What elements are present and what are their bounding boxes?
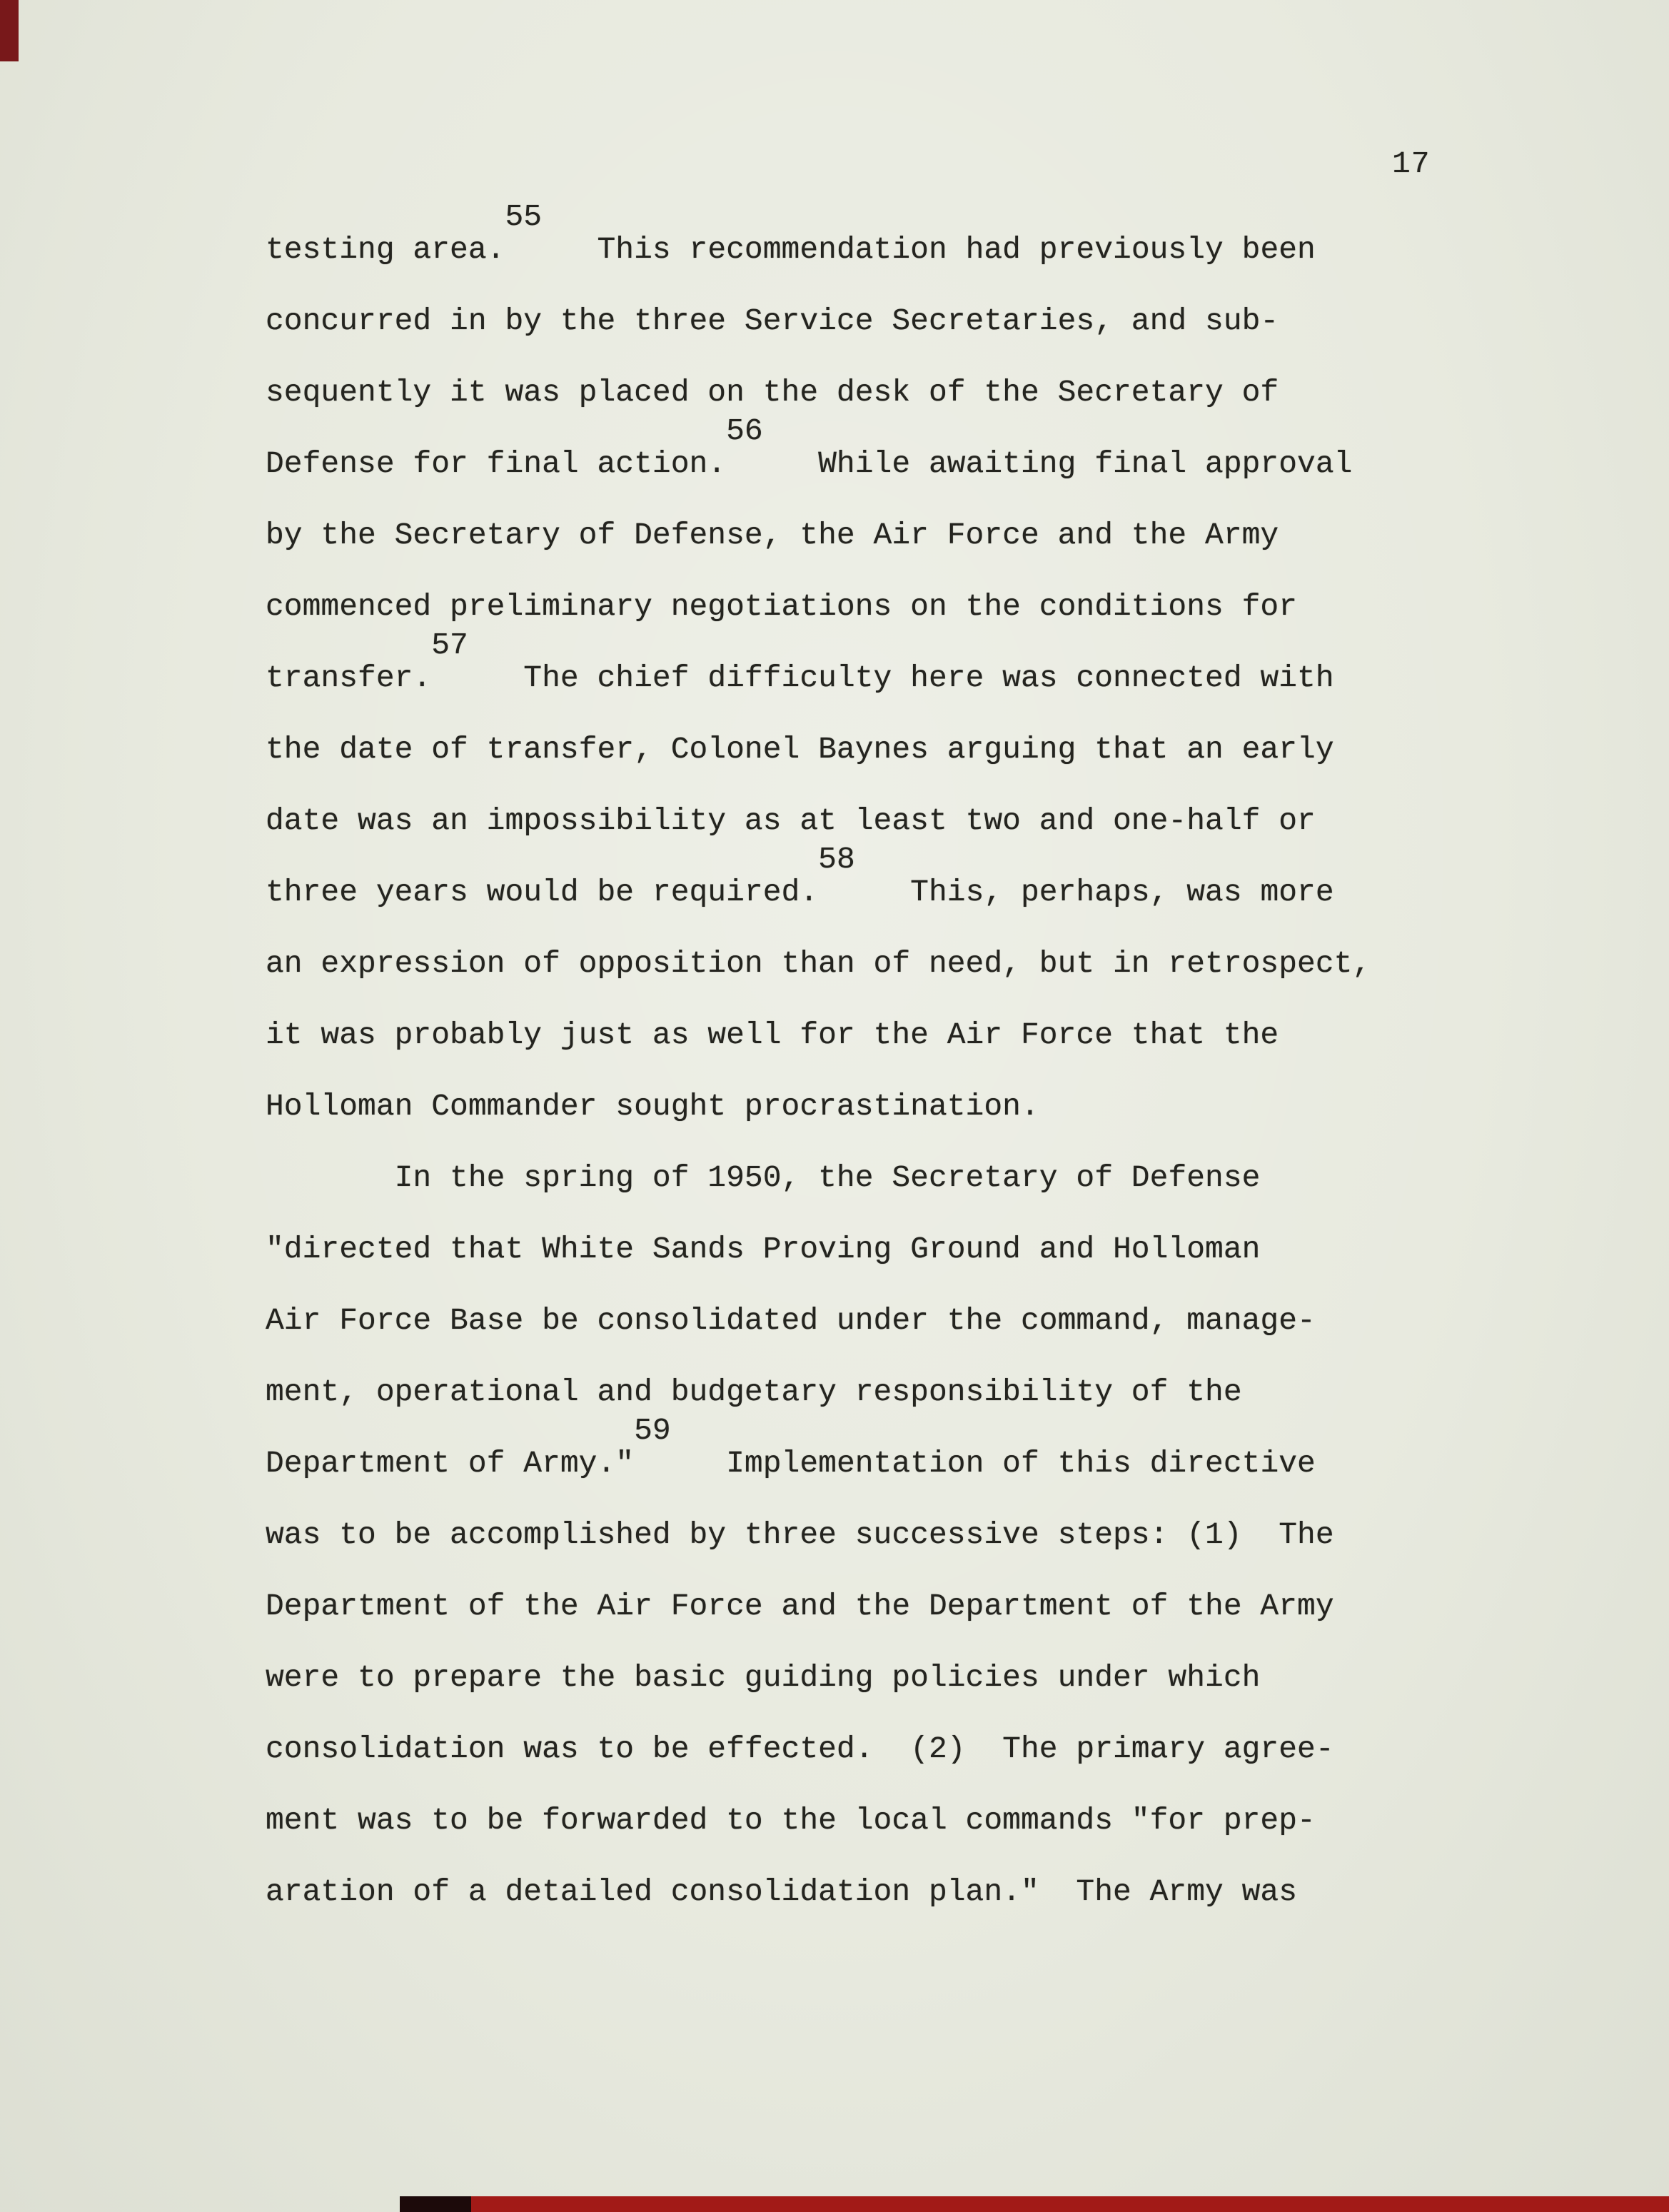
footnote-ref: 56 (726, 413, 763, 448)
footnote-ref: 57 (431, 628, 468, 663)
text-segment: were to prepare the basic guiding policies under which (266, 1660, 1261, 1695)
text-segment: Defense for final action. (266, 446, 727, 481)
text-line (266, 1357, 1371, 1428)
text-segment: This recommendation had previously been (542, 232, 1316, 267)
text-line (266, 199, 1371, 286)
text-line (266, 1413, 1371, 1499)
text-block (266, 199, 1371, 1928)
text-segment: Implementation of this directive (670, 1446, 1316, 1481)
text-line (266, 1071, 1371, 1142)
text-line (266, 628, 1371, 714)
text-line (266, 1785, 1371, 1856)
text-line (266, 1571, 1371, 1642)
scan-artifact-bottom-red (471, 2196, 1669, 2212)
text-segment: concurred in by the three Service Secretaries, and sub- (266, 303, 1279, 338)
scan-artifact-bottom-dark (400, 2196, 471, 2212)
text-segment: an expression of opposition than of need, but in retrospect, (266, 946, 1371, 981)
text-line (266, 842, 1371, 928)
text-segment: "directed that White Sands Proving Ground and Holloman (266, 1232, 1261, 1267)
text-segment: sequently it was placed on the desk of the Secretary of (266, 375, 1279, 410)
text-segment: Holloman Commander sought procrastination. (266, 1089, 1039, 1124)
text-segment: Air Force Base be consolidated under the command, manage- (266, 1303, 1316, 1338)
text-segment: by the Secretary of Defense, the Air Force and the Army (266, 518, 1279, 553)
text-segment: consolidation was to be effected. (2) The primary agree- (266, 1731, 1334, 1766)
text-segment: was to be accomplished by three successive steps: (1) The (266, 1517, 1334, 1552)
text-line (266, 714, 1371, 785)
text-line (266, 928, 1371, 1000)
text-line (266, 357, 1371, 428)
text-segment: In the spring of 1950, the Secretary of Defense (266, 1160, 1261, 1195)
text-segment: transfer. (266, 660, 432, 695)
text-segment: date was an impossibility as at least two and one-half or (266, 803, 1316, 838)
text-segment: three years would be required. (266, 875, 819, 910)
text-line (266, 1142, 1371, 1214)
text-line (266, 413, 1371, 500)
page-number: 17 (1392, 146, 1431, 181)
text-line (266, 1499, 1371, 1571)
text-line (266, 1642, 1371, 1714)
footnote-ref: 55 (505, 199, 543, 234)
text-segment: the date of transfer, Colonel Baynes arguing that an early (266, 732, 1334, 767)
text-line (266, 1285, 1371, 1357)
text-segment: Department of Army." (266, 1446, 635, 1481)
text-line (266, 286, 1371, 357)
text-segment: aration of a detailed consolidation plan." The Army was (266, 1874, 1298, 1909)
text-segment: This, perhaps, was more (854, 875, 1334, 910)
text-segment: ment, operational and budgetary responsibility of the (266, 1374, 1242, 1409)
text-segment: testing area. (266, 232, 505, 267)
text-segment: Department of the Air Force and the Department of the Army (266, 1589, 1334, 1624)
text-line (266, 1214, 1371, 1285)
scan-artifact-top-left (0, 0, 19, 61)
footnote-ref: 58 (818, 842, 855, 877)
text-line (266, 500, 1371, 571)
text-segment: commenced preliminary negotiations on the conditions for (266, 589, 1298, 624)
text-segment: ment was to be forwarded to the local commands "for prep- (266, 1803, 1316, 1838)
text-segment: it was probably just as well for the Air Force that the (266, 1017, 1279, 1052)
text-segment: While awaiting final approval (762, 446, 1353, 481)
footnote-ref: 59 (634, 1413, 671, 1448)
text-line (266, 1714, 1371, 1785)
text-segment: The chief difficulty here was connected with (468, 660, 1334, 695)
text-line (266, 1000, 1371, 1071)
text-line (266, 1856, 1371, 1928)
